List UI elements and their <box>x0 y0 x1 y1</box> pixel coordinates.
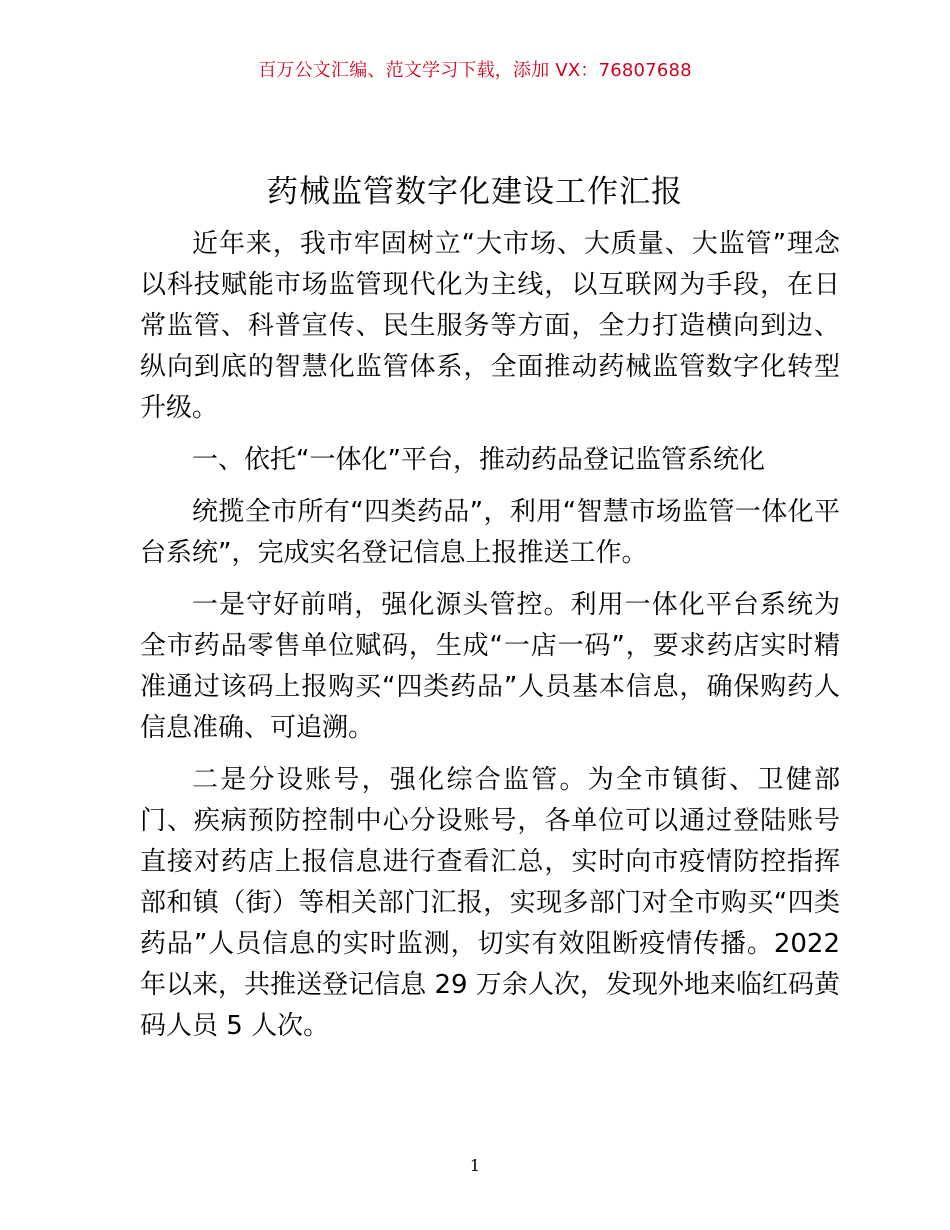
paragraph-point-2: 二是分设账号，强化综合监管。为全市镇街、卫健部门、疾病预防控制中心分设账号，各单位可以通过登陆账号直接对药店上报信息进行查看汇总，实时向市疫情防控指挥部和镇（街）等相关部门汇报，实现多部门对全市购买“四类药品”人员信息的实时监测，切实有效阻断疫情传播。2022 年以来，共推送登记信息 29 万余人次，发现外地来临红码黄码人员 5 人次。 <box>140 765 840 1041</box>
paragraph-point-1: 一是守好前哨，强化源头管控。利用一体化平台系统为全市药品零售单位赋码，生成“一店一码”，要求药店实时精准通过该码上报购买“四类药品”人员基本信息，确保购药人信息准确、可追溯。 <box>140 590 840 743</box>
header-watermark-note: 百万公文汇编、范文学习下载，添加 VX：76807688 <box>258 60 692 81</box>
section-heading-1: 一、依托“一体化”平台，推动药品登记监管系统化 <box>192 445 765 475</box>
document-title: 药械监管数字化建设工作汇报 <box>267 174 683 210</box>
page-number: 1 <box>469 1156 481 1175</box>
paragraph-platform: 统揽全市所有“四类药品”，利用“智慧市场监管一体化平台系统”，完成实名登记信息上报推送工作。 <box>140 497 840 568</box>
document-body <box>140 224 840 1058</box>
paragraph-intro: 近年来，我市牢固树立“大市场、大质量、大监管”理念以科技赋能市场监管现代化为主线，以互联网为手段，在日常监管、科普宣传、民生服务等方面，全力打造横向到边、纵向到底的智慧化监管体系，全面推动药械监管数字化转型升级。 <box>140 229 840 423</box>
